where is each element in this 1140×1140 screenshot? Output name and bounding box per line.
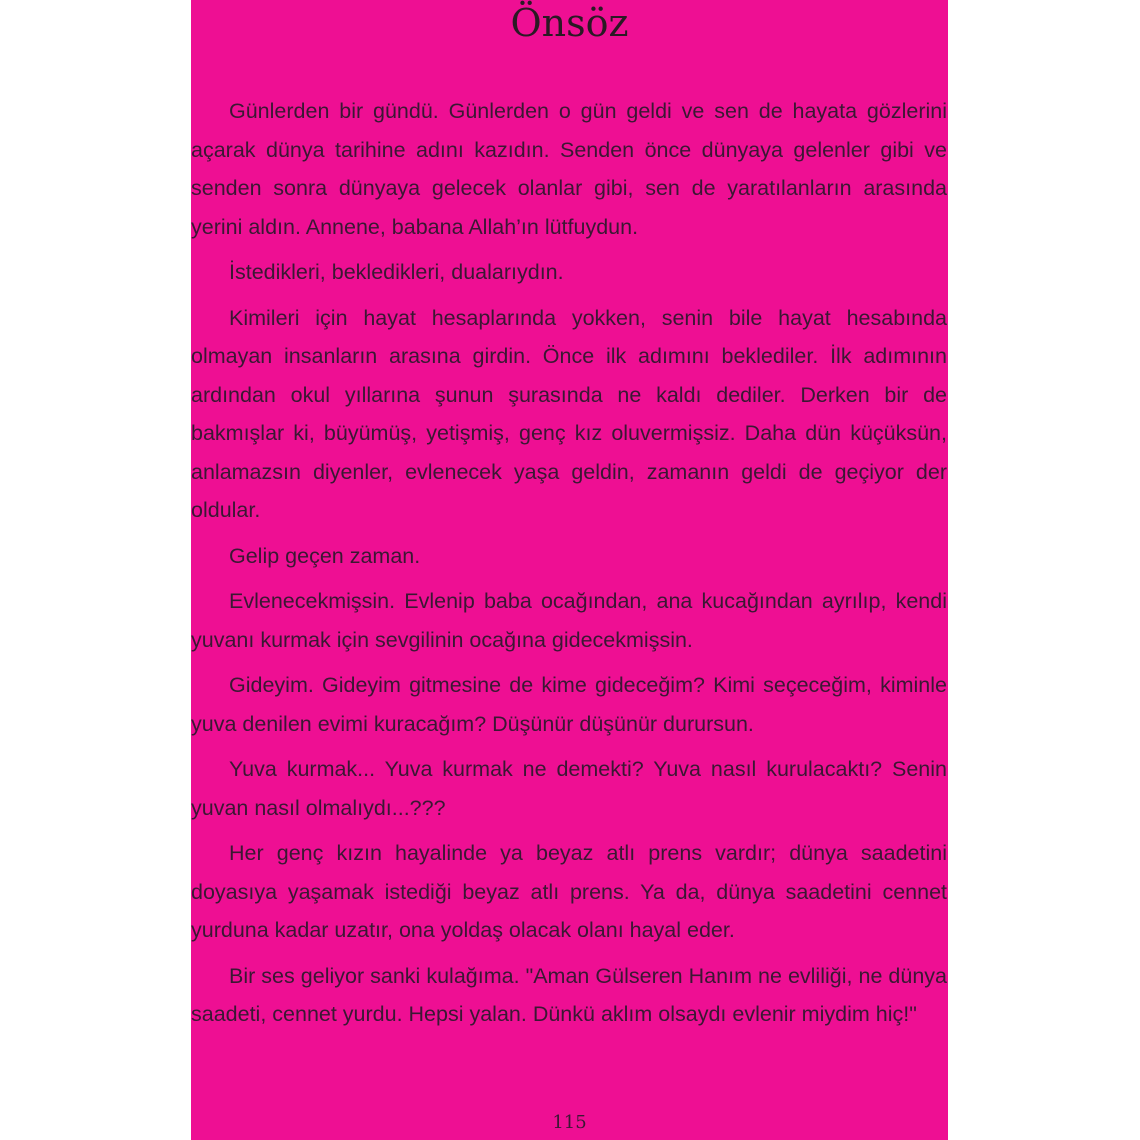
paragraph: Evlenecekmişsin. Evlenip baba ocağından, ana kucağından ayrılıp, kendi yuvanı kurmak için sevgilinin ocağına gidecekmişsin.	[191, 589, 947, 652]
page-number: 115	[552, 1112, 587, 1133]
paragraph: Yuva kurmak... Yuva kurmak ne demekti? Yuva nasıl kurulacaktı? Senin yuvan nasıl olmalıydı...???	[191, 757, 947, 820]
book-page	[191, 0, 948, 1140]
paragraph: Gideyim. Gideyim gitmesine de kime gideceğim? Kimi seçeceğim, kiminle yuva denilen evimi kuracağım? Düşünür düşünür durursun.	[191, 673, 947, 736]
page-title: Önsöz	[510, 1, 629, 45]
paragraph: Günlerden bir gündü. Günlerden o gün geldi ve sen de hayata gözlerini açarak dünya tarihine adını kazıdın. Senden önce dünyaya gelenler gibi ve senden sonra dünyaya gelecek olanlar gibi, sen de yaratılanların arasında yerini aldın. Annene, babana Allah’ın lütfuydun.	[191, 99, 947, 239]
paragraph: Kimileri için hayat hesaplarında yokken, senin bile hayat hesabında olmayan insanların arasına girdin. Önce ilk adımını beklediler. İlk adımının ardından okul yıllarına şunun şurasında ne kaldı dediler. Derken bir de bakmışlar ki, büyümüş, yetişmiş, genç kız oluvermişsiz. Daha dün küçüksün, anlamazsın diyenler, evlenecek yaşa geldin, zamanın geldi de geçiyor der oldular.	[191, 305, 947, 522]
paragraph: Gelip geçen zaman.	[229, 543, 421, 568]
paragraph: Bir ses geliyor sanki kulağıma. "Aman Gülseren Hanım ne evliliği, ne dünya saadeti, cennet yurdu. Hepsi yalan. Dünkü aklım olsaydı evlenir miydim hiç!"	[191, 963, 947, 1026]
paragraph: İstedikleri, bekledikleri, dualarıydın.	[229, 260, 564, 284]
paragraph: Her genç kızın hayalinde ya beyaz atlı prens vardır; dünya saadetini doyasıya yaşamak istediği beyaz atlı prens. Ya da, dünya saadetini cennet yurduna kadar uzatır, ona yoldaş olacak olanı hayal eder.	[191, 841, 947, 942]
page-body	[191, 92, 947, 1041]
